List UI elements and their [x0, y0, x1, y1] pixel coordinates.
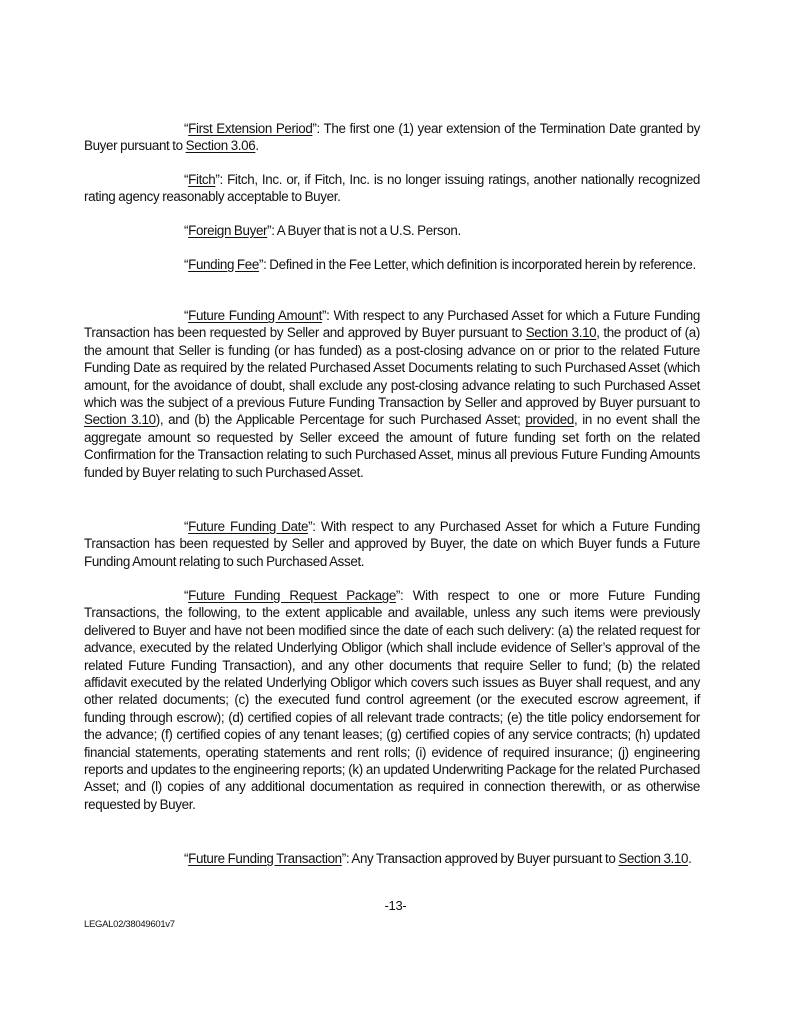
definition-fitch	[84, 171, 700, 206]
definition-paragraph: “Foreign Buyer”: A Buyer that is not a U.S. Person.	[184, 223, 461, 238]
defined-term: Fitch	[188, 172, 216, 187]
defined-term: Foreign Buyer	[188, 223, 268, 238]
section-reference: Section 3.10	[84, 412, 156, 428]
section-reference: Section 3.10	[618, 851, 689, 866]
defined-term: First Extension Period	[188, 121, 313, 136]
section-reference: Section 3.06	[185, 138, 256, 154]
definition-paragraph: “Fitch”: Fitch, Inc. or, if Fitch, Inc. is no longer issuing ratings, another nationally recognized rating agency reasonably acceptable to Buyer.	[84, 172, 700, 205]
definition-funding-fee	[84, 256, 700, 273]
definition-paragraph: “Future Funding Amount”: With respect to any Purchased Asset for which a Future Funding Transaction has been requested by Seller and approved by Buyer pursuant to Section 3.10, the product of (a) the amount that Seller is funding (or has funded) as a post-closing advance on or prior to the related Future Funding Date as required by the related Purchased Asset Documents relating to such Purchased Asset (which amount, for the avoidance of doubt, shall exclude any post-closing advance relating to such Purchased Asset which was the subject of a previous Future Funding Transaction by Seller and approved by Buyer pursuant to Section 3.10), and (b) the Applicable Percentage for such Purchased Asset; provided, in no event shall the aggregate amount so requested by Seller exceed the amount of future funding set forth on the related Confirmation for the Transaction relating to such Purchased Asset, minus all previous Future Funding Amounts funded by Buyer relating to such Purchased Asset.	[84, 308, 700, 480]
definition-paragraph: “Future Funding Date”: With respect to any Purchased Asset for which a Future Funding Transaction has been requested by Seller and approved by Buyer, the date on which Buyer funds a Future Funding Amount relating to such Purchased Asset.	[84, 519, 700, 569]
definition-first-extension-period	[84, 120, 700, 155]
page-number: -13-	[384, 898, 407, 913]
definition-future-funding-transaction	[84, 850, 700, 867]
definition-future-funding-amount	[84, 307, 700, 481]
definition-paragraph: “Funding Fee”: Defined in the Fee Letter, which definition is incorporated herein by reference.	[184, 257, 696, 272]
provided-term: provided	[525, 412, 574, 428]
defined-term: Future Funding Transaction	[188, 851, 342, 866]
defined-term: Funding Fee	[188, 257, 259, 272]
definition-paragraph: “First Extension Period”: The first one (1) year extension of the Termination Date granted by Buyer pursuant to Section 3.06.	[84, 121, 700, 154]
definition-future-funding-date	[84, 518, 700, 570]
document-id: LEGAL02/38049601v7	[84, 919, 175, 930]
defined-term: Future Funding Date	[188, 519, 309, 534]
section-reference: Section 3.10	[525, 325, 597, 341]
defined-term: Future Funding Request Package	[188, 588, 396, 603]
definition-foreign-buyer	[84, 222, 700, 239]
defined-term: Future Funding Amount	[188, 308, 322, 323]
definition-paragraph: “Future Funding Request Package”: With respect to one or more Future Funding Transactions, the following, to the extent applicable and available, unless any such items were previously delivered to Buyer and have not been modified since the date of each such delivery: (a) the related request for advance, executed by the related Underlying Obligor (which shall include evidence of Seller’s approval of the related Future Funding Transaction), and any other documents that require Seller to fund; (b) the related affidavit executed by the related Underlying Obligor which covers such issues as Buyer shall request, and any other related documents; (c) the executed fund control agreement (or the executed escrow agreement, if funding through escrow); (d) certified copies of all relevant trade contracts; (e) the title policy endorsement for the advance; (f) certified copies of any tenant leases; (g) certified copies of any service contracts; (h) updated financial statements, operating statements and rent rolls; (i) evidence of required insurance; (j) engineering reports and updates to the engineering reports; (k) an updated Underwriting Package for the related Purchased Asset; and (l) copies of any additional documentation as required in connection therewith, or as otherwise requested by Buyer.	[84, 588, 700, 812]
definition-future-funding-request-package	[84, 587, 700, 813]
definition-paragraph: “Future Funding Transaction”: Any Transaction approved by Buyer pursuant to Section 3.10.	[184, 851, 692, 866]
